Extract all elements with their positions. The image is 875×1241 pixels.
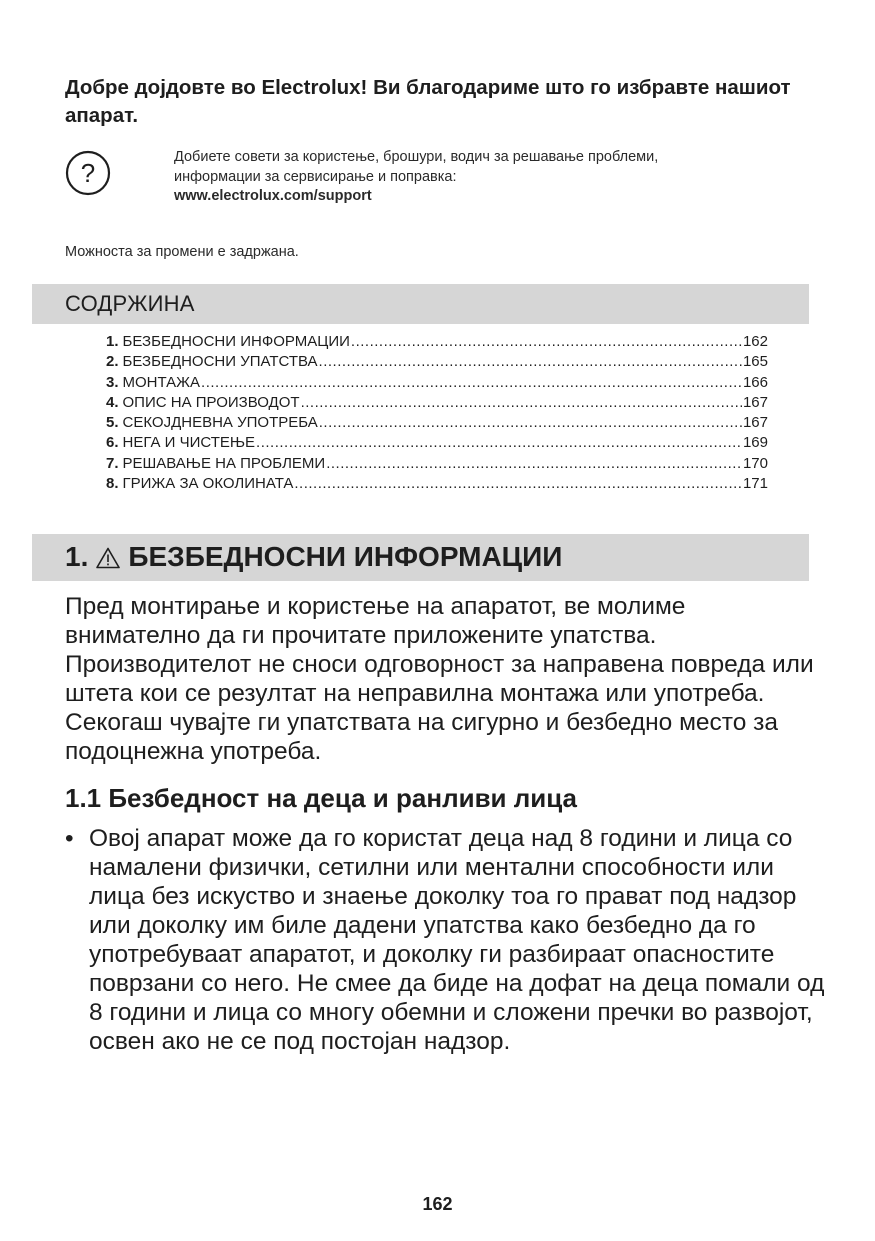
section-1-header-bar (32, 534, 809, 581)
support-block (65, 148, 825, 208)
toc-item-number: 8. (106, 475, 119, 493)
section-1-title-text: БЕЗБЕДНОСНИ ИНФОРМАЦИИ (128, 541, 563, 572)
toc-item-page: 165 (742, 353, 768, 371)
toc-item-page: 167 (742, 414, 768, 432)
toc-item-number: 7. (106, 454, 119, 472)
support-line-1: Добиете совети за користење, брошури, водич за решавање проблеми, (174, 149, 659, 165)
toc-leader-dots (319, 353, 742, 370)
toc-leader-dots (351, 333, 742, 350)
toc-item-page: 170 (742, 454, 768, 472)
support-url-link[interactable]: www.electrolux.com/support (174, 188, 372, 204)
toc-item[interactable] (106, 374, 768, 394)
reserved-note: Можноста за промени е задржана. (65, 244, 299, 260)
toc-item[interactable] (106, 414, 768, 434)
toc-item-page: 166 (742, 373, 768, 391)
table-of-contents (106, 333, 768, 495)
toc-item[interactable] (106, 333, 768, 353)
warning-triangle-icon (96, 547, 120, 569)
toc-item-number: 2. (106, 353, 119, 371)
toc-leader-dots (326, 455, 742, 472)
support-text (174, 148, 814, 207)
bullet-item (65, 824, 825, 1056)
toc-item-label: МОНТАЖА (122, 373, 201, 391)
toc-item-label: НЕГА И ЧИСТЕЊЕ (122, 434, 256, 452)
toc-item[interactable] (106, 434, 768, 454)
toc-header-bar (32, 284, 809, 324)
toc-item[interactable] (106, 455, 768, 475)
bullet-text: Овој апарат може да го користат деца над 8 години и лица со намалени физички, сетилни или ментални способности или лица без искуство и знаење доколку тоа го прават под надзор или доколку им биле дадени упатства како безбедно да го употребуваат апаратот, и доколку ги разбираат опасностите поврзани со него. Не смее да биде на дофат на деца помали од 8 години и лица со многу обемни и сложени пречки во развојот, освен ако не се под постојан надзор. (89, 825, 825, 1055)
svg-text:?: ? (80, 158, 96, 188)
toc-item[interactable] (106, 353, 768, 373)
toc-item-page: 162 (742, 333, 768, 350)
toc-item-page: 169 (742, 434, 768, 452)
toc-item-number: 1. (106, 333, 119, 350)
subsection-1-1-title: 1.1 Безбедност на деца и ранливи лица (65, 783, 578, 813)
toc-leader-dots (294, 475, 742, 492)
toc-item[interactable] (106, 394, 768, 414)
section-1-number: 1. (65, 541, 89, 572)
toc-heading: СОДРЖИНА (65, 291, 195, 316)
toc-leader-dots (301, 394, 742, 411)
section-1-title (65, 541, 562, 573)
toc-item-label: ОПИС НА ПРОИЗВОДОТ (122, 393, 300, 411)
support-line-2: информации за сервисирање и поправка: (174, 168, 457, 185)
toc-leader-dots (256, 434, 742, 451)
section-1-intro: Пред монтирање и користење на апаратот, ве молиме внимателно да ги прочитате приложените упатства. Производителот не сноси одговорност за направена повреда или штета кои се резултат на неправилна монтажа или употреба. Секогаш чувајте ги упатствата на сигурно и безбедно место за подоцнежна употреба. (65, 593, 814, 765)
toc-item[interactable] (106, 475, 768, 495)
page-number: 162 (422, 1194, 453, 1214)
toc-item-page: 171 (742, 475, 768, 493)
toc-item-label: СЕКОЈДНЕВНА УПОТРЕБА (122, 414, 318, 432)
welcome-heading: Добре дојдовте во Electrolux! Ви благодариме што го избравте нашиот апарат. (65, 76, 791, 127)
toc-item-page: 167 (742, 393, 768, 411)
toc-item-number: 4. (106, 393, 119, 411)
toc-item-label: ГРИЖА ЗА ОКОЛИНАТА (122, 475, 294, 493)
toc-item-label: БЕЗБЕДНОСНИ УПАТСТВА (122, 353, 318, 371)
question-circle-icon (65, 150, 111, 196)
toc-leader-dots (319, 414, 742, 431)
toc-item-number: 5. (106, 414, 119, 432)
bullet-marker: • (65, 825, 74, 852)
toc-item-number: 3. (106, 373, 119, 391)
toc-item-number: 6. (106, 434, 119, 452)
toc-item-label: БЕЗБЕДНОСНИ ИНФОРМАЦИИ (122, 333, 350, 350)
toc-leader-dots (201, 374, 742, 391)
toc-item-label: РЕШАВАЊЕ НА ПРОБЛЕМИ (122, 454, 326, 472)
